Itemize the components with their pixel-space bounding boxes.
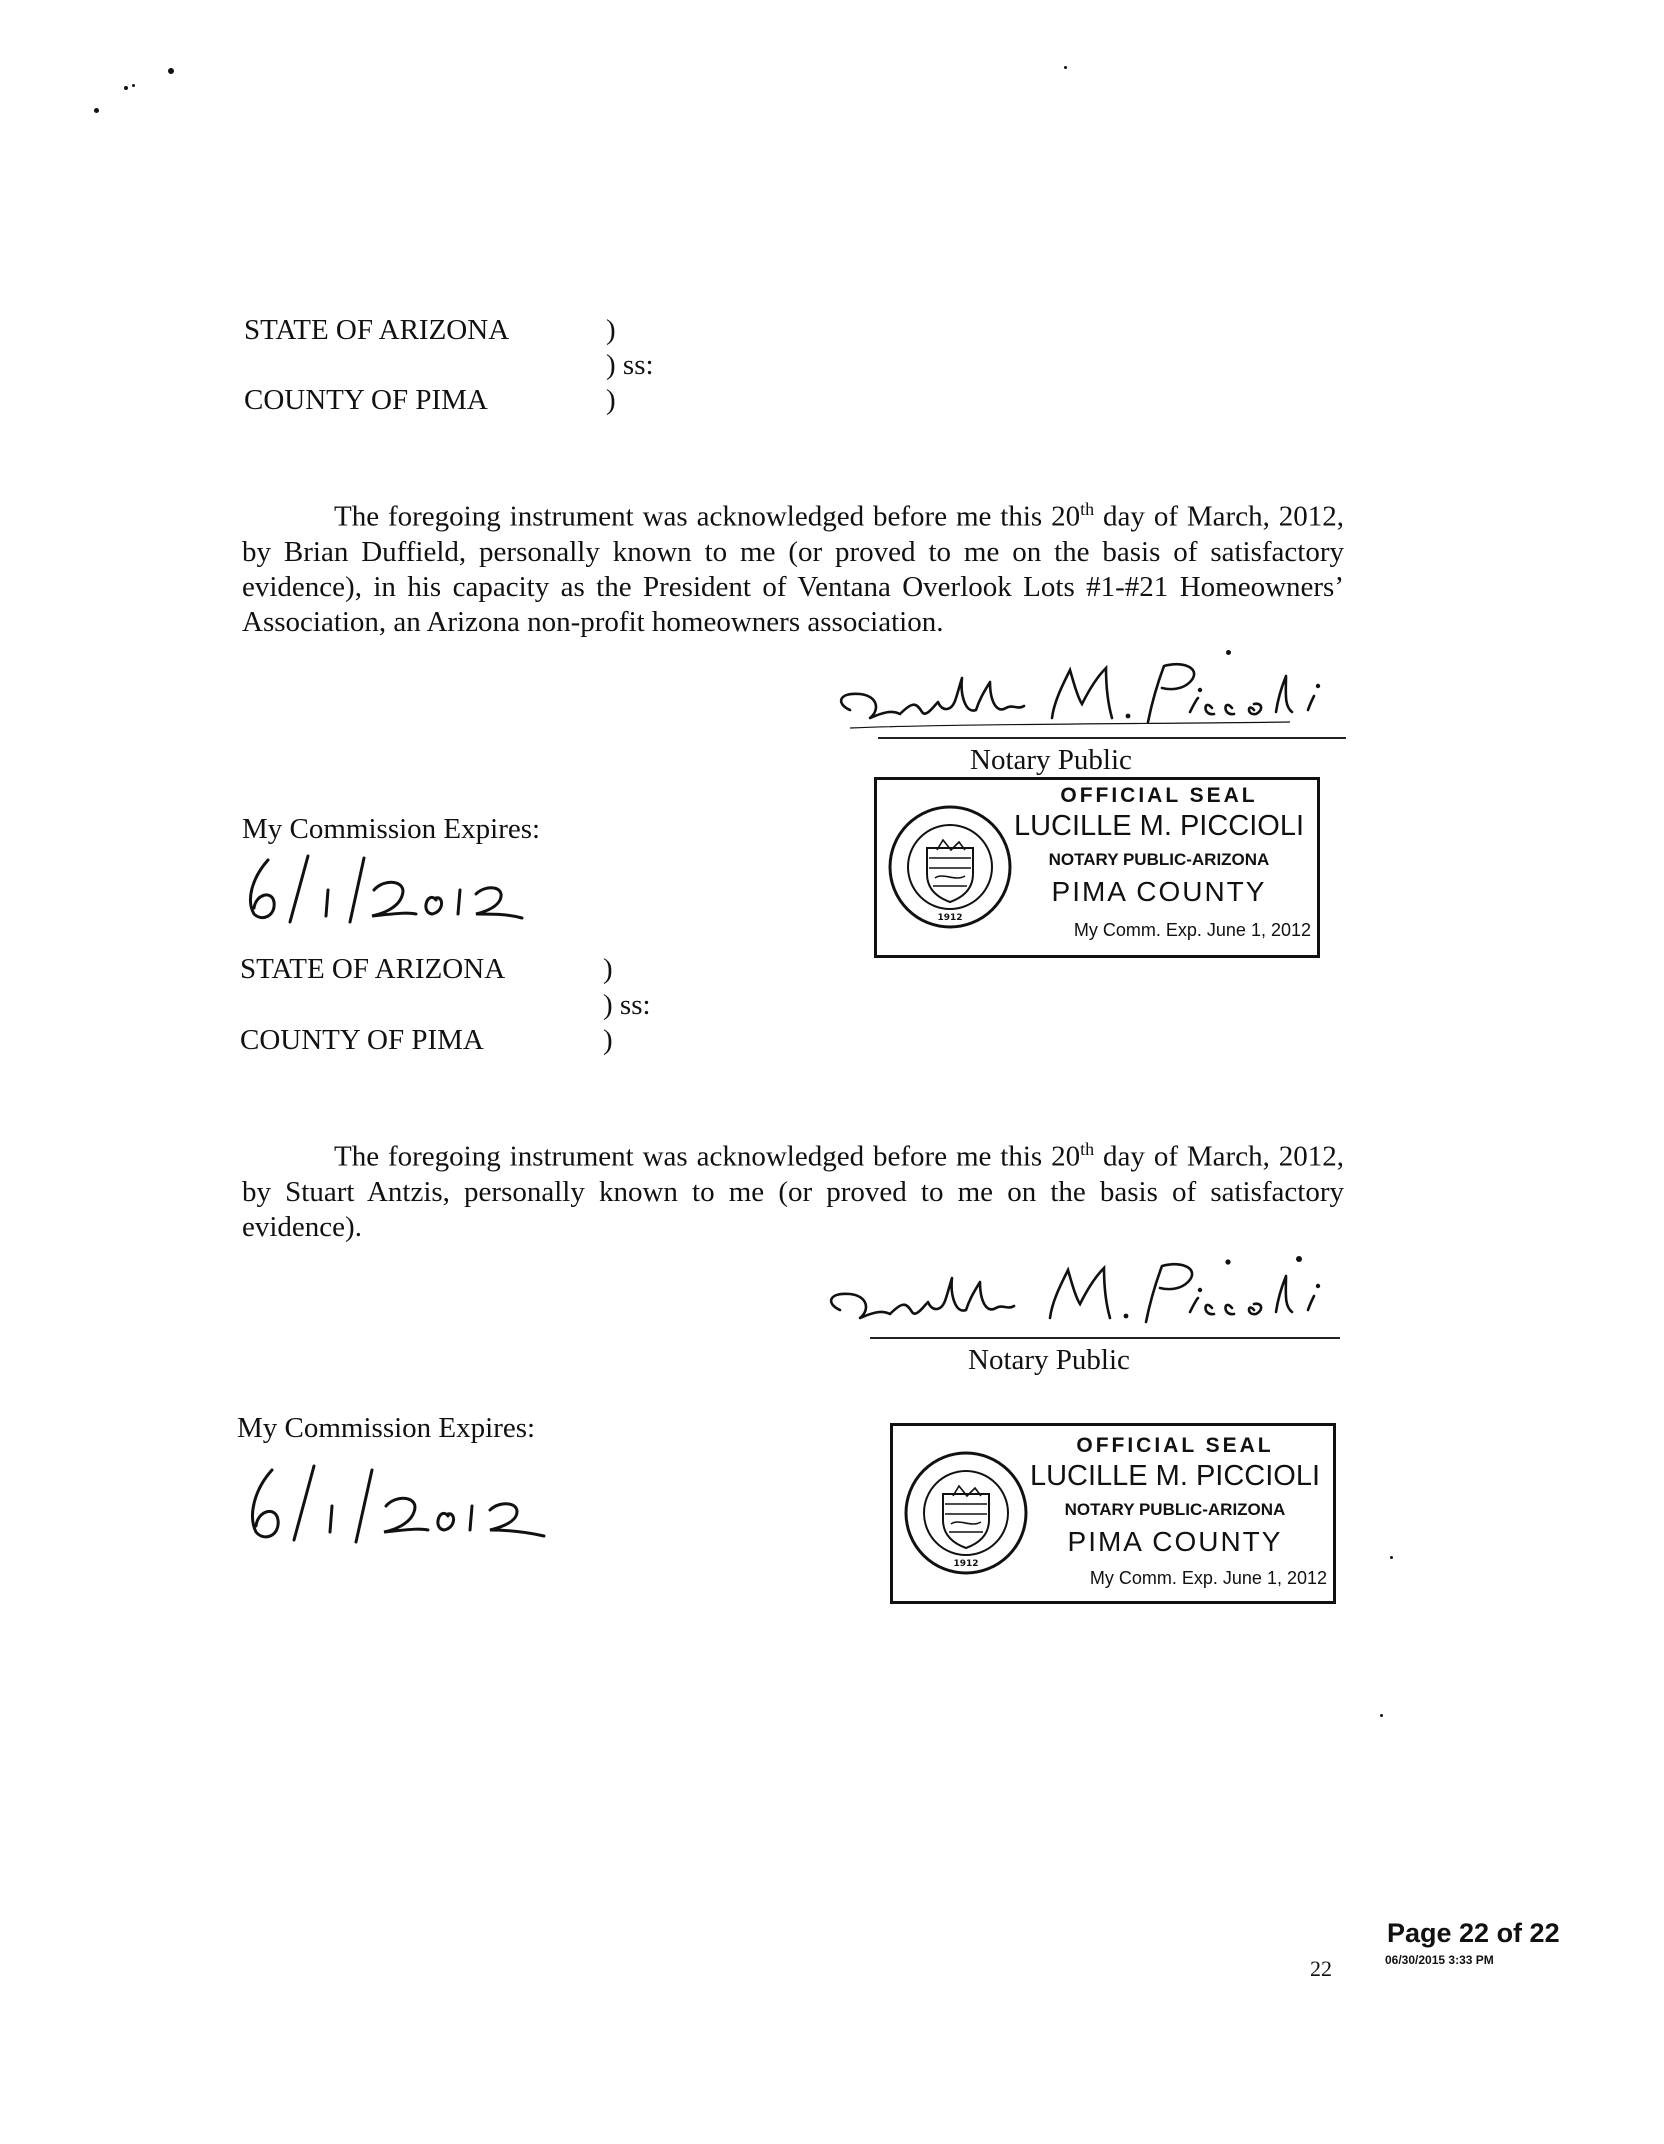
scan-speck (124, 86, 128, 90)
seal-county: PIMA COUNTY (1051, 876, 1267, 907)
scan-speck (1390, 1556, 1393, 1559)
seal-commission-title: NOTARY PUBLIC-ARIZONA (1064, 1500, 1286, 1519)
print-timestamp: 06/30/2015 3:33 PM (1385, 1953, 1494, 1967)
handwritten-commission-date (232, 850, 542, 928)
acknowledgment-paragraph (242, 1132, 1344, 1245)
arizona-state-seal-emblem (885, 802, 1015, 932)
seal-commission-title: NOTARY PUBLIC-ARIZONA (1048, 850, 1270, 869)
signature-line (878, 737, 1346, 739)
signature-line (870, 1337, 1340, 1339)
acknowledgment-paragraph (242, 492, 1344, 640)
seal-emblem-year: 1912 (937, 913, 963, 923)
seal-notary-name: LUCILLE M. PICCIOLI (1013, 810, 1305, 842)
page-number: 22 (1310, 1956, 1332, 1981)
notary-seal (874, 777, 1320, 958)
scan-speck (1064, 66, 1067, 69)
notary-public-label: Notary Public (968, 1344, 1130, 1376)
scan-speck (1380, 1714, 1383, 1717)
seal-expiration: My Comm. Exp. June 1, 2012 (1089, 1568, 1327, 1588)
venue-ss: ) ss: (606, 349, 654, 381)
acknowledgment-text-cont: day of March, 2012, by Stuart Antzis, personally known to me (or proved to me on the basis of satisfactory evidence). (242, 1140, 1344, 1243)
notary-signature (820, 1252, 1360, 1344)
ordinal-suffix: th (1080, 499, 1095, 519)
commission-expires-label: My Commission Expires: (242, 813, 541, 845)
seal-county: PIMA COUNTY (1067, 1526, 1283, 1557)
scan-speck (94, 108, 99, 113)
venue-paren-top: ) (603, 953, 613, 985)
notary-public-label: Notary Public (970, 744, 1132, 776)
page-count-label: Page 22 of 22 (1387, 1918, 1560, 1948)
arizona-state-seal-emblem (901, 1448, 1031, 1578)
seal-notary-name: LUCILLE M. PICCIOLI (1029, 1460, 1321, 1492)
venue-ss: ) ss: (603, 989, 651, 1021)
seal-expiration: My Comm. Exp. June 1, 2012 (1073, 920, 1311, 940)
commission-expires-label: My Commission Expires: (237, 1412, 536, 1444)
notary-seal (890, 1423, 1336, 1604)
state-label: STATE OF ARIZONA (240, 953, 506, 985)
scan-speck (132, 84, 135, 87)
handwritten-commission-date (232, 1460, 562, 1550)
state-label: STATE OF ARIZONA (244, 314, 510, 346)
seal-title: OFFICIAL SEAL (1060, 784, 1258, 807)
acknowledgment-text: The foregoing instrument was acknowledged before me this 20 (334, 1140, 1081, 1173)
seal-title: OFFICIAL SEAL (1076, 1434, 1274, 1457)
scan-speck (168, 68, 174, 74)
ordinal-suffix: th (1080, 1139, 1095, 1159)
acknowledgment-text: The foregoing instrument was acknowledged before me this 20 (334, 500, 1081, 533)
venue-paren-bottom: ) (606, 384, 616, 416)
county-label: COUNTY OF PIMA (240, 1024, 484, 1056)
venue-paren-bottom: ) (603, 1024, 613, 1056)
acknowledgment-text-cont: day of March, 2012, by Brian Duffield, personally known to me (or proved to me on the basis of satisfactory evidence), in his capacity as the President of Ventana Overlook Lots #1-#21 Homeowners’ Association, an Arizona non-profit homeowners association. (242, 500, 1344, 638)
notary-signature (830, 652, 1350, 744)
seal-emblem-year: 1912 (953, 1559, 979, 1569)
county-label: COUNTY OF PIMA (244, 384, 488, 416)
venue-paren-top: ) (606, 314, 616, 346)
